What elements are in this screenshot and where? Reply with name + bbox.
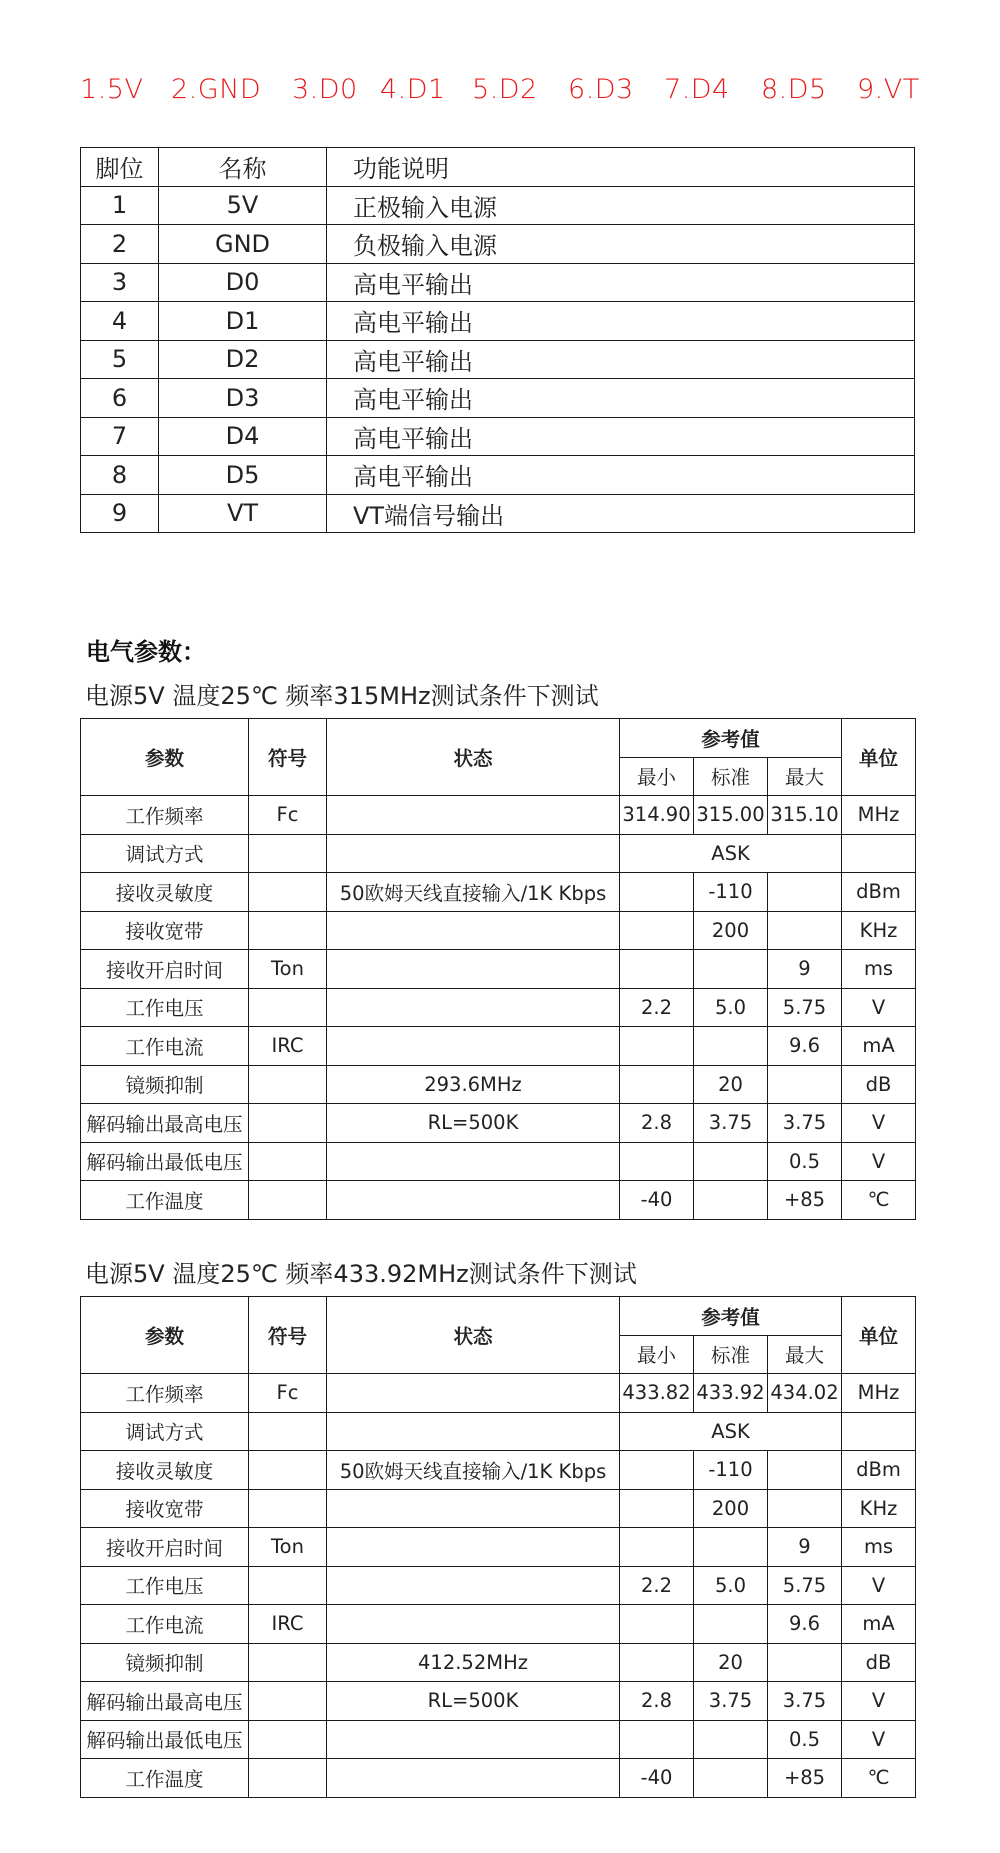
- header-state: 状态: [327, 719, 620, 796]
- state-cell: [327, 1605, 620, 1644]
- max-cell: 315.10: [768, 796, 842, 835]
- max-cell: 0.5: [768, 1720, 842, 1759]
- min-cell: [620, 1489, 694, 1528]
- state-cell: 50欧姆天线直接输入/1K Kbps: [327, 1451, 620, 1490]
- header-pin: 脚位: [81, 148, 159, 187]
- pin-number-cell: 3: [81, 263, 159, 302]
- param-cell: 解码输出最高电压: [81, 1104, 249, 1143]
- max-cell: 9: [768, 950, 842, 989]
- min-cell: [620, 1605, 694, 1644]
- table-row: [81, 1451, 916, 1490]
- header-std: 标准: [694, 1335, 768, 1374]
- table-row: [81, 1605, 916, 1644]
- header-ref: 参考值: [620, 1297, 842, 1336]
- table-row: [81, 302, 915, 341]
- unit-cell: mA: [842, 1027, 916, 1066]
- std-cell: -110: [694, 873, 768, 912]
- param-cell: 镜频抑制: [81, 1643, 249, 1682]
- symbol-cell: [249, 873, 327, 912]
- max-cell: 9.6: [768, 1027, 842, 1066]
- table-header-row: [81, 1297, 916, 1336]
- symbol-cell: [249, 1489, 327, 1528]
- param-cell: 工作温度: [81, 1181, 249, 1220]
- symbol-cell: Fc: [249, 796, 327, 835]
- table-row: [81, 263, 915, 302]
- electrical-params-table-433: [80, 1296, 916, 1798]
- std-cell: 200: [694, 911, 768, 950]
- max-cell: 3.75: [768, 1104, 842, 1143]
- table-row: [81, 873, 916, 912]
- table-row: [81, 834, 916, 873]
- header-state: 状态: [327, 1297, 620, 1374]
- max-cell: +85: [768, 1181, 842, 1220]
- table-header-row: [81, 719, 916, 758]
- min-cell: -40: [620, 1181, 694, 1220]
- std-cell: 315.00: [694, 796, 768, 835]
- state-cell: RL=500K: [327, 1682, 620, 1721]
- std-cell: [694, 950, 768, 989]
- param-cell: 工作频率: [81, 796, 249, 835]
- unit-cell: V: [842, 1566, 916, 1605]
- std-cell: 200: [694, 1489, 768, 1528]
- header-function: 功能说明: [327, 148, 915, 187]
- section-title: 电气参数：: [86, 638, 206, 666]
- std-cell: [694, 1759, 768, 1798]
- pin-function-cell: 正极输入电源: [327, 186, 915, 225]
- table-header-row: [81, 148, 915, 187]
- pin-function-cell: 高电平输出: [327, 263, 915, 302]
- pin-number-cell: 1: [81, 186, 159, 225]
- header-param: 参数: [81, 719, 249, 796]
- min-cell: [620, 1720, 694, 1759]
- symbol-cell: [249, 1104, 327, 1143]
- header-unit: 单位: [842, 719, 916, 796]
- std-cell: [694, 1720, 768, 1759]
- param-cell: 调试方式: [81, 834, 249, 873]
- min-cell: [620, 1027, 694, 1066]
- pin-description-table: [80, 147, 915, 533]
- unit-cell: mA: [842, 1605, 916, 1644]
- header-symbol: 符号: [249, 719, 327, 796]
- unit-cell: V: [842, 1720, 916, 1759]
- min-cell: [620, 1142, 694, 1181]
- unit-cell: [842, 1412, 916, 1451]
- unit-cell: dBm: [842, 1451, 916, 1490]
- unit-cell: dB: [842, 1065, 916, 1104]
- pin-number-cell: 4: [81, 302, 159, 341]
- pin-function-cell: 负极输入电源: [327, 225, 915, 264]
- table-row: [81, 417, 915, 456]
- min-cell: [620, 1643, 694, 1682]
- param-cell: 工作频率: [81, 1374, 249, 1413]
- pin-label: 7.D4: [664, 74, 730, 105]
- min-cell: [620, 1528, 694, 1567]
- unit-cell: ms: [842, 950, 916, 989]
- state-cell: 293.6MHz: [327, 1065, 620, 1104]
- state-cell: RL=500K: [327, 1104, 620, 1143]
- unit-cell: dB: [842, 1643, 916, 1682]
- state-cell: [327, 834, 620, 873]
- table-row: [81, 1759, 916, 1798]
- table-row: [81, 1412, 916, 1451]
- std-cell: [694, 1181, 768, 1220]
- unit-cell: MHz: [842, 796, 916, 835]
- symbol-cell: [249, 1065, 327, 1104]
- state-cell: [327, 1759, 620, 1798]
- unit-cell: KHz: [842, 911, 916, 950]
- max-cell: [768, 1489, 842, 1528]
- pin-label: 6.D3: [568, 74, 634, 105]
- min-cell: [620, 873, 694, 912]
- header-std: 标准: [694, 757, 768, 796]
- pin-name-cell: D2: [159, 340, 327, 379]
- electrical-params-table-315: [80, 718, 916, 1220]
- min-cell: 2.8: [620, 1104, 694, 1143]
- pin-name-cell: 5V: [159, 186, 327, 225]
- header-symbol: 符号: [249, 1297, 327, 1374]
- state-cell: 50欧姆天线直接输入/1K Kbps: [327, 873, 620, 912]
- state-cell: [327, 950, 620, 989]
- max-cell: [768, 1065, 842, 1104]
- param-cell: 工作电流: [81, 1027, 249, 1066]
- min-cell: [620, 1065, 694, 1104]
- symbol-cell: [249, 1566, 327, 1605]
- table-row: [81, 186, 915, 225]
- pin-label: 1.5V: [80, 74, 144, 105]
- max-cell: [768, 873, 842, 912]
- header-name: 名称: [159, 148, 327, 187]
- table-row: [81, 796, 916, 835]
- header-min: 最小: [620, 1335, 694, 1374]
- max-cell: 0.5: [768, 1142, 842, 1181]
- unit-cell: KHz: [842, 1489, 916, 1528]
- min-cell: 433.82: [620, 1374, 694, 1413]
- param-cell: 工作温度: [81, 1759, 249, 1798]
- max-cell: 5.75: [768, 1566, 842, 1605]
- std-cell: 3.75: [694, 1682, 768, 1721]
- param-cell: 解码输出最低电压: [81, 1142, 249, 1181]
- symbol-cell: [249, 1720, 327, 1759]
- min-cell: [620, 950, 694, 989]
- std-cell: [694, 1027, 768, 1066]
- unit-cell: V: [842, 1142, 916, 1181]
- std-cell: [694, 1605, 768, 1644]
- table-row: [81, 1528, 916, 1567]
- param-cell: 解码输出最高电压: [81, 1682, 249, 1721]
- pin-name-cell: VT: [159, 494, 327, 533]
- pin-name-cell: D0: [159, 263, 327, 302]
- table-row: [81, 1181, 916, 1220]
- std-cell: 433.92: [694, 1374, 768, 1413]
- test-condition: 电源5V 温度25℃ 频率433.92MHz测试条件下测试: [85, 1260, 637, 1288]
- table-row: [81, 494, 915, 533]
- min-cell: 2.8: [620, 1682, 694, 1721]
- symbol-cell: Ton: [249, 950, 327, 989]
- param-cell: 接收灵敏度: [81, 1451, 249, 1490]
- symbol-cell: [249, 1412, 327, 1451]
- std-cell: 20: [694, 1065, 768, 1104]
- unit-cell: [842, 834, 916, 873]
- header-max: 最大: [768, 1335, 842, 1374]
- pin-number-cell: 2: [81, 225, 159, 264]
- state-cell: 412.52MHz: [327, 1643, 620, 1682]
- table-row: [81, 1682, 916, 1721]
- unit-cell: dBm: [842, 873, 916, 912]
- table-row: [81, 456, 915, 495]
- max-cell: 5.75: [768, 988, 842, 1027]
- table-row: [81, 1142, 916, 1181]
- table-row: [81, 988, 916, 1027]
- std-cell: ASK: [620, 1412, 842, 1451]
- min-cell: 2.2: [620, 988, 694, 1027]
- max-cell: 9.6: [768, 1605, 842, 1644]
- table-row: [81, 950, 916, 989]
- header-ref: 参考值: [620, 719, 842, 758]
- pin-label: 3.D0: [292, 74, 358, 105]
- min-cell: -40: [620, 1759, 694, 1798]
- max-cell: 434.02: [768, 1374, 842, 1413]
- symbol-cell: [249, 1643, 327, 1682]
- symbol-cell: [249, 834, 327, 873]
- pin-number-cell: 7: [81, 417, 159, 456]
- param-cell: 工作电流: [81, 1605, 249, 1644]
- min-cell: 314.90: [620, 796, 694, 835]
- max-cell: +85: [768, 1759, 842, 1798]
- param-cell: 接收宽带: [81, 911, 249, 950]
- state-cell: [327, 1374, 620, 1413]
- pin-number-cell: 9: [81, 494, 159, 533]
- pin-name-cell: D4: [159, 417, 327, 456]
- header-max: 最大: [768, 757, 842, 796]
- state-cell: [327, 796, 620, 835]
- table-row: [81, 379, 915, 418]
- pin-function-cell: 高电平输出: [327, 456, 915, 495]
- header-param: 参数: [81, 1297, 249, 1374]
- param-cell: 接收开启时间: [81, 950, 249, 989]
- symbol-cell: IRC: [249, 1605, 327, 1644]
- state-cell: [327, 988, 620, 1027]
- pin-label-row: [80, 74, 920, 114]
- pin-name-cell: D1: [159, 302, 327, 341]
- param-cell: 调试方式: [81, 1412, 249, 1451]
- table-row: [81, 1104, 916, 1143]
- table-row: [81, 1643, 916, 1682]
- min-cell: [620, 911, 694, 950]
- max-cell: 9: [768, 1528, 842, 1567]
- header-unit: 单位: [842, 1297, 916, 1374]
- symbol-cell: [249, 1181, 327, 1220]
- std-cell: ASK: [620, 834, 842, 873]
- state-cell: [327, 1489, 620, 1528]
- std-cell: 3.75: [694, 1104, 768, 1143]
- param-cell: 工作电压: [81, 1566, 249, 1605]
- state-cell: [327, 1027, 620, 1066]
- state-cell: [327, 1142, 620, 1181]
- symbol-cell: [249, 1682, 327, 1721]
- symbol-cell: Ton: [249, 1528, 327, 1567]
- max-cell: [768, 911, 842, 950]
- pin-name-cell: D3: [159, 379, 327, 418]
- param-cell: 接收灵敏度: [81, 873, 249, 912]
- state-cell: [327, 1412, 620, 1451]
- symbol-cell: IRC: [249, 1027, 327, 1066]
- pin-function-cell: 高电平输出: [327, 302, 915, 341]
- table-row: [81, 1720, 916, 1759]
- std-cell: [694, 1142, 768, 1181]
- table-row: [81, 1065, 916, 1104]
- param-cell: 解码输出最低电压: [81, 1720, 249, 1759]
- pin-label: 8.D5: [761, 74, 827, 105]
- state-cell: [327, 1528, 620, 1567]
- unit-cell: V: [842, 1682, 916, 1721]
- max-cell: [768, 1451, 842, 1490]
- table-row: [81, 1027, 916, 1066]
- unit-cell: MHz: [842, 1374, 916, 1413]
- min-cell: 2.2: [620, 1566, 694, 1605]
- param-cell: 接收宽带: [81, 1489, 249, 1528]
- pin-label: 5.D2: [472, 74, 538, 105]
- state-cell: [327, 1566, 620, 1605]
- state-cell: [327, 1181, 620, 1220]
- param-cell: 工作电压: [81, 988, 249, 1027]
- std-cell: [694, 1528, 768, 1567]
- pin-label: 2.GND: [171, 74, 262, 105]
- unit-cell: ms: [842, 1528, 916, 1567]
- unit-cell: ℃: [842, 1759, 916, 1798]
- test-condition: 电源5V 温度25℃ 频率315MHz测试条件下测试: [85, 682, 599, 710]
- max-cell: 3.75: [768, 1682, 842, 1721]
- symbol-cell: [249, 1142, 327, 1181]
- param-cell: 镜频抑制: [81, 1065, 249, 1104]
- pin-function-cell: VT端信号输出: [327, 494, 915, 533]
- pin-label: 9.VT: [857, 74, 920, 105]
- pin-name-cell: D5: [159, 456, 327, 495]
- unit-cell: V: [842, 988, 916, 1027]
- std-cell: 5.0: [694, 1566, 768, 1605]
- table-row: [81, 1489, 916, 1528]
- min-cell: [620, 1451, 694, 1490]
- table-row: [81, 225, 915, 264]
- state-cell: [327, 911, 620, 950]
- std-cell: 5.0: [694, 988, 768, 1027]
- pin-label: 4.D1: [380, 74, 446, 105]
- table-row: [81, 340, 915, 379]
- pin-function-cell: 高电平输出: [327, 417, 915, 456]
- unit-cell: ℃: [842, 1181, 916, 1220]
- state-cell: [327, 1720, 620, 1759]
- unit-cell: V: [842, 1104, 916, 1143]
- symbol-cell: [249, 1451, 327, 1490]
- pin-number-cell: 8: [81, 456, 159, 495]
- symbol-cell: [249, 911, 327, 950]
- table-row: [81, 1374, 916, 1413]
- header-min: 最小: [620, 757, 694, 796]
- param-cell: 接收开启时间: [81, 1528, 249, 1567]
- symbol-cell: [249, 988, 327, 1027]
- pin-number-cell: 6: [81, 379, 159, 418]
- std-cell: -110: [694, 1451, 768, 1490]
- table-row: [81, 1566, 916, 1605]
- pin-function-cell: 高电平输出: [327, 379, 915, 418]
- table-row: [81, 911, 916, 950]
- symbol-cell: [249, 1759, 327, 1798]
- pin-number-cell: 5: [81, 340, 159, 379]
- symbol-cell: Fc: [249, 1374, 327, 1413]
- pin-function-cell: 高电平输出: [327, 340, 915, 379]
- max-cell: [768, 1643, 842, 1682]
- pin-name-cell: GND: [159, 225, 327, 264]
- std-cell: 20: [694, 1643, 768, 1682]
